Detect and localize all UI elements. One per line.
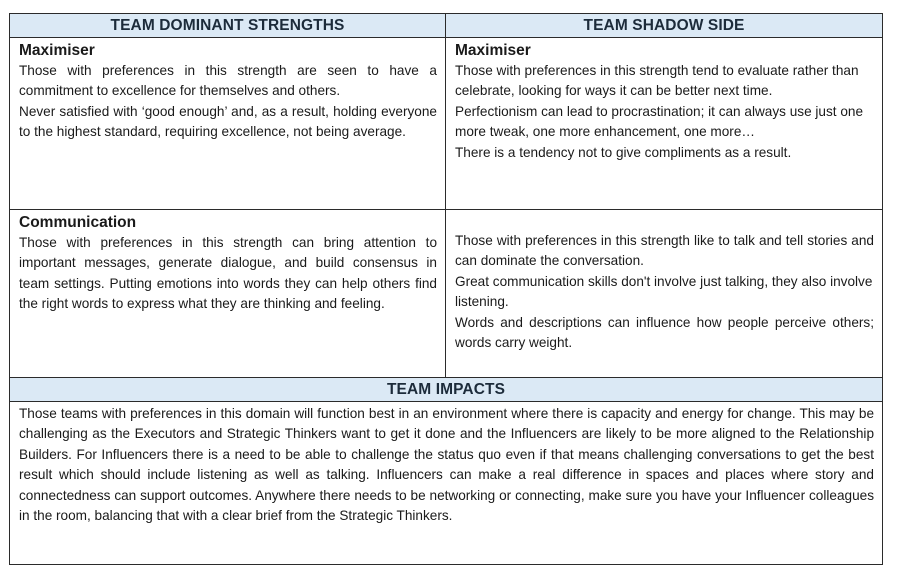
communication-shadow-paragraph: Great communication skills don't involve just talking, they also involve listening.: [455, 273, 873, 310]
maximiser-strength-cell: [10, 38, 446, 210]
table-row-maximiser: [10, 38, 883, 210]
impacts-row: [10, 402, 883, 565]
impacts-paragraph: Those teams with preferences in this domain will function best in an environment where there is capacity and energy for change. This may be challenging as the Executors and Strategic Thinkers want to get it done and the Influencers are likely to be more aligned to the Relationship Builders. For Influencers there is a need to be able to challenge the status quo even if that means challenging conversations to get the best result which should include listening as well as talking. Influencers can make a real difference in spaces and places where story and connectedness can support outcomes. Anywhere there needs to be networking or connecting, make sure you have your Influencer colleagues in the room, balancing that with a clear brief from the Strategic Thinkers.: [19, 406, 874, 524]
strengths-column-header: TEAM DOMINANT STRENGTHS: [10, 14, 446, 38]
maximiser-shadow-paragraph: Perfectionism can lead to procrastination; it can always use just one more tweak, one more enhancement, one more…: [455, 103, 864, 140]
communication-strength-cell: [10, 210, 446, 378]
maximiser-strength-title: Maximiser: [19, 42, 95, 59]
impacts-cell: [10, 402, 883, 565]
communication-shadow-paragraph: Words and descriptions can influence how people perceive others; words carry weight.: [455, 314, 874, 351]
table-header-row: [10, 14, 883, 38]
maximiser-shadow-cell: [446, 38, 883, 210]
communication-strength-title: Communication: [19, 214, 137, 231]
communication-shadow-paragraph: Those with preferences in this strength like to talk and tell stories and can dominate the conversation.: [455, 233, 874, 269]
shadow-column-header: TEAM SHADOW SIDE: [446, 14, 883, 38]
maximiser-strength-paragraph: Never satisfied with ‘good enough’ and, as a result, holding everyone to the highest standard, requiring excellence, not being average.: [19, 103, 437, 140]
maximiser-strength-paragraph: Those with preferences in this strength are seen to have a commitment to excellence for themselves and others.: [19, 63, 437, 99]
impacts-header: TEAM IMPACTS: [10, 378, 883, 402]
impacts-header-row: [10, 378, 883, 402]
maximiser-shadow-title: Maximiser: [455, 42, 531, 59]
table-row-communication: [10, 210, 883, 378]
communication-shadow-cell: [446, 210, 883, 378]
maximiser-shadow-paragraph: Those with preferences in this strength tend to evaluate rather than celebrate, looking for ways it can be better next time.: [455, 63, 859, 99]
strengths-table: [9, 13, 883, 565]
communication-strength-paragraph: Those with preferences in this strength can bring attention to important messages, generate dialogue, and build consensus in team settings. Putting emotions into words they can help others find the right words to express what they are thinking and feeling.: [19, 235, 437, 312]
maximiser-shadow-paragraph: There is a tendency not to give compliments as a result.: [455, 144, 792, 160]
